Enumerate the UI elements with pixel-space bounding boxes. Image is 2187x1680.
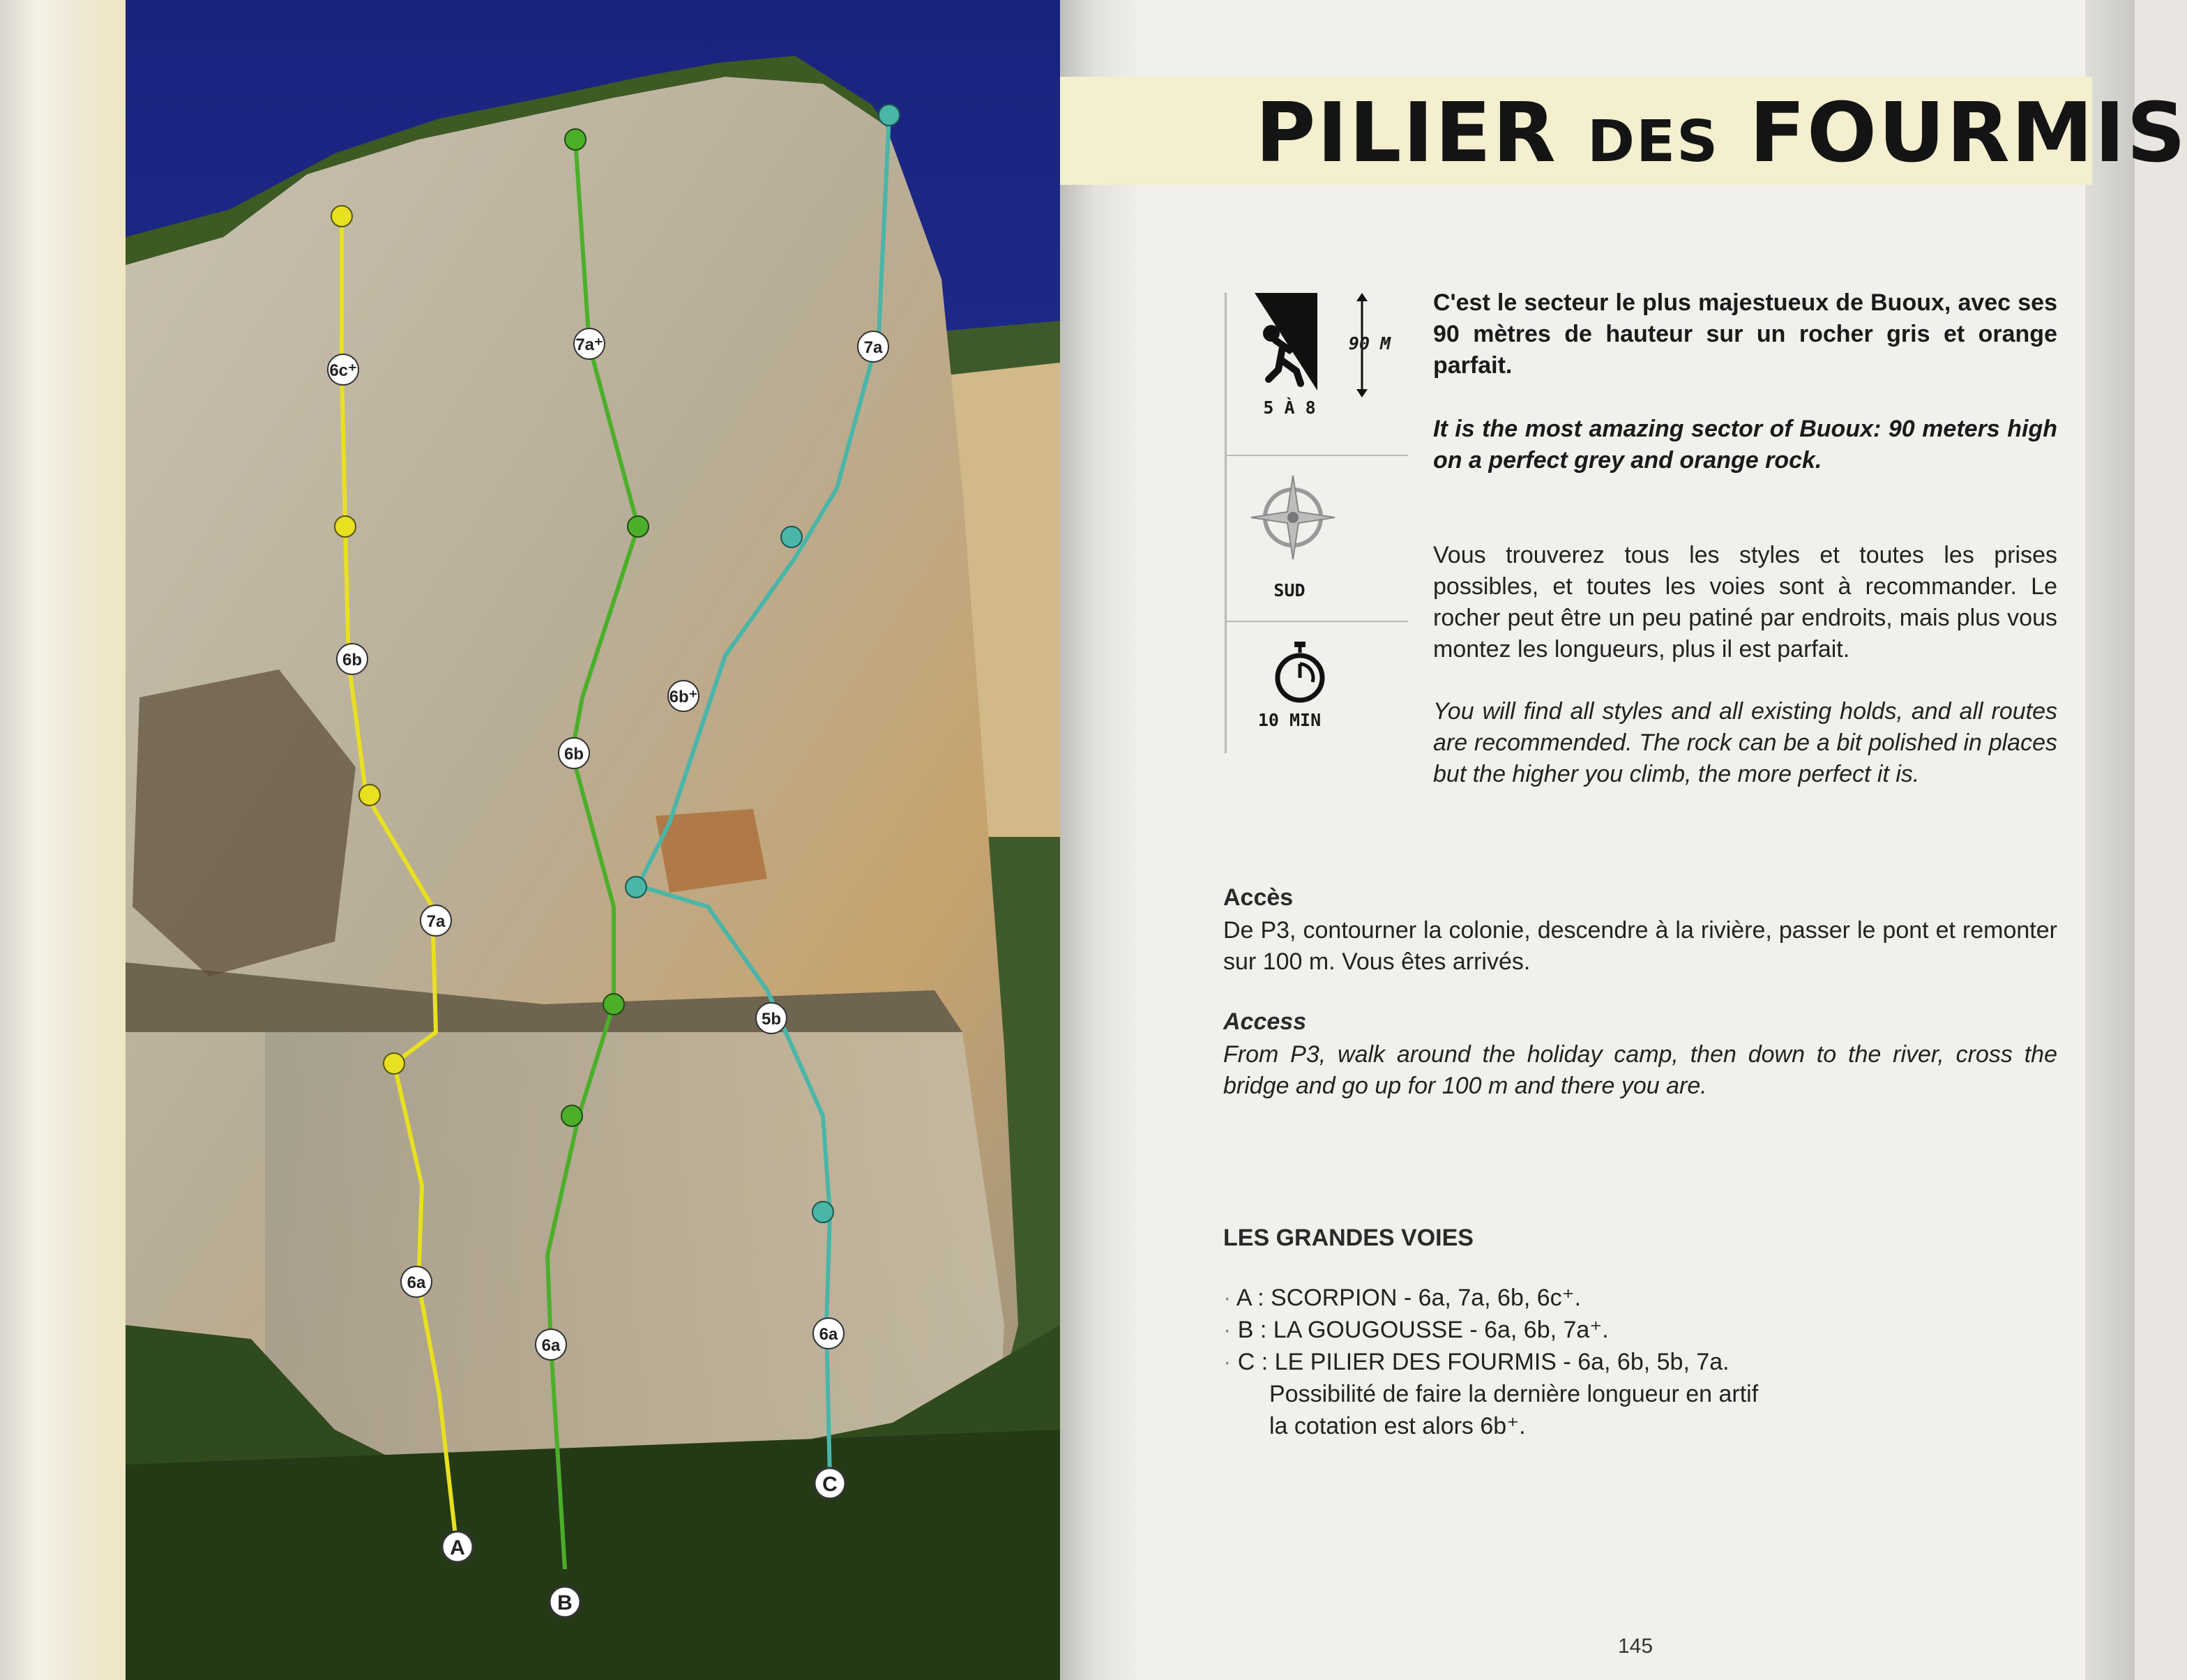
book-gutter <box>1060 0 1137 1680</box>
topo-photo <box>126 0 1060 1680</box>
access-text-en: From P3, walk around the holiday camp, then down to the river, cross the bridge and go up for 100 m and there you are. <box>1223 1041 2057 1099</box>
svg-text:6a: 6a <box>407 1273 426 1292</box>
svg-text:C: C <box>822 1473 838 1496</box>
grade-label-a2 <box>337 644 368 674</box>
grade-label-c1 <box>858 331 888 362</box>
grade-label-b2 <box>559 738 589 769</box>
intro-fr: C'est le secteur le plus majestueux de Buoux, avec ses 90 mètres de hauteur sur un rocher gris et orange parfait. <box>1433 289 2057 379</box>
route-note: la cotation est alors 6b⁺. <box>1269 1413 1526 1439</box>
svg-text:6b⁺: 6b⁺ <box>669 688 698 706</box>
grade-label-b1 <box>574 328 605 359</box>
svg-text:5b: 5b <box>761 1010 782 1029</box>
svg-text:7a⁺: 7a⁺ <box>575 335 603 354</box>
route-item-b: · B : LA GOUGOUSSE - 6a, 6b, 7a⁺. <box>1223 1317 1609 1343</box>
sector-info-panel <box>1225 293 1408 753</box>
book-right-edge <box>2085 0 2135 1680</box>
route-note: Possibilité de faire la dernière longueur en artif <box>1269 1381 1759 1407</box>
svg-text:7a: 7a <box>863 338 883 357</box>
grade-label-a4 <box>401 1266 432 1297</box>
routes-list <box>1223 1282 1851 1442</box>
svg-text:6b: 6b <box>342 651 363 669</box>
grade-label-c3 <box>756 1003 787 1034</box>
grade-label-b3 <box>536 1329 566 1360</box>
page-number: 145 <box>1618 1635 1654 1658</box>
compass-icon <box>1251 476 1335 559</box>
svg-text:B: B <box>557 1591 573 1614</box>
start-letter-a <box>442 1531 473 1562</box>
svg-text:6a: 6a <box>819 1325 838 1344</box>
grade-label-c2 <box>668 681 699 711</box>
svg-text:7a: 7a <box>426 912 446 931</box>
route-item-a: · A : SCORPION - 6a, 7a, 6b, 6c⁺. <box>1223 1285 1582 1311</box>
description-fr: Vous trouverez tous les styles et toutes les prises possibles, et toutes les voies sont à recommander. Le rocher peut être un peu patiné par endroits, mais plus vous montez les longueurs, plus il est parfait. <box>1433 542 2057 663</box>
access-heading-fr: Accès <box>1223 884 1294 911</box>
page-title: PILIER DES FOURMIS <box>1255 84 2187 181</box>
intro-en: It is the most amazing sector of Buoux: 90 meters high on a perfect grey and orange rock. <box>1433 416 2057 474</box>
height-label: 90 M <box>1348 333 1391 354</box>
svg-text:6a: 6a <box>541 1336 561 1355</box>
start-letter-b <box>550 1587 580 1617</box>
grade-label-a1 <box>328 354 358 385</box>
svg-text:6b: 6b <box>563 745 584 764</box>
book-left-edge <box>0 0 126 1680</box>
grade-label-a3 <box>421 905 451 936</box>
stopwatch-icon <box>1272 642 1328 704</box>
route-item-c: · C : LE PILIER DES FOURMIS - 6a, 6b, 5b, 7a. <box>1223 1349 1730 1375</box>
approach-time-label: 10 MIN <box>1257 710 1322 730</box>
svg-text:A: A <box>450 1536 465 1559</box>
description-en: You will find all styles and all existing holds, and all routes are recommended. The rock can be a bit polished in places but the higher you climb, the more perfect it is. <box>1433 698 2057 787</box>
access-text-fr: De P3, contourner la colonie, descendre à la rivière, passer le pont et remonter sur 100 m. Vous êtes arrivés. <box>1223 917 2057 975</box>
info-divider <box>1227 455 1408 456</box>
routes-heading: LES GRANDES VOIES <box>1223 1225 1474 1251</box>
svg-text:6c⁺: 6c⁺ <box>329 361 357 380</box>
grade-label-c4 <box>813 1318 844 1349</box>
climber-icon <box>1255 293 1317 391</box>
orientation-label: SUD <box>1273 580 1306 600</box>
start-letter-c <box>815 1468 845 1499</box>
info-divider <box>1227 621 1408 622</box>
topo-labels <box>126 0 1060 1680</box>
grade-range-label: 5 À 8 <box>1263 398 1316 418</box>
access-heading-en: Access <box>1223 1008 1307 1035</box>
